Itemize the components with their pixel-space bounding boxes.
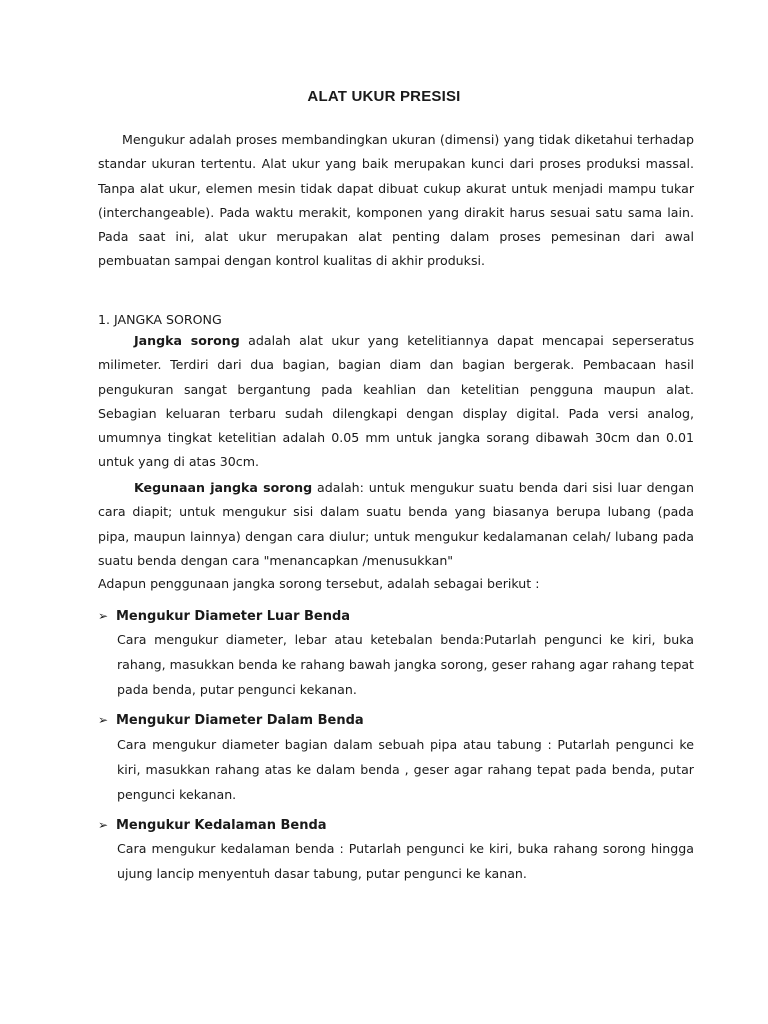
bullet-heading-diameter-luar: ➢ Mengukur Diameter Luar Benda xyxy=(98,606,350,627)
arrow-bullet-icon: ➢ xyxy=(98,818,109,832)
bullet-heading-kedalaman: ➢ Mengukur Kedalaman Benda xyxy=(98,815,327,836)
page-title: ALAT UKUR PRESISI xyxy=(307,88,461,105)
jangka-sorong-definition: adalah alat ukur yang ketelitiannya dapat mencapai seperseratus milimeter. Terdiri dari dua bagian, bagian diam dan bagian bergerak. Pembacaan hasil pengukuran sangat bergantung pada keahlian dan ketelitian pengguna maupun alat. Sebagian keluaran terbaru sudah dilengkapi dengan display digital. Pada versi analog, umumnya tingkat ketelitian adalah 0.05 mm untuk jangka sorang dibawah 30cm dan 0.01 untuk yang di atas 30cm. xyxy=(98,333,695,470)
jangka-sorong-paragraph xyxy=(98,329,694,475)
section-heading-jangka-sorong: 1. JANGKA SORONG xyxy=(98,312,222,327)
bullet-body-diameter-luar: Cara mengukur diameter, lebar atau ketebalan benda:Putarlah pengunci ke kiri, buka rahang, masukkan benda ke rahang bawah jangka sorong, geser rahang agar rahang tepat pada benda, putar pengunci kekanan. xyxy=(117,632,694,697)
usage-intro: Adapun penggunaan jangka sorong tersebut, adalah sebagai berikut : xyxy=(98,576,540,591)
bullet-body-diameter-dalam: Cara mengukur diameter bagian dalam sebuah pipa atau tabung : Putarlah pengunci ke kiri, masukkan rahang atas ke dalam benda , geser agar rahang tepat pada benda, putar pengunci kekanan. xyxy=(117,737,694,802)
term-kegunaan: Kegunaan jangka sorong xyxy=(134,480,313,495)
arrow-bullet-icon: ➢ xyxy=(98,609,109,623)
arrow-bullet-icon: ➢ xyxy=(98,713,109,727)
kegunaan-paragraph xyxy=(98,476,694,573)
kegunaan-text: adalah: untuk mengukur suatu benda dari sisi luar dengan cara diapit; untuk mengukur sisi dalam suatu benda yang biasanya berupa lubang (pada pipa, maupun lainnya) dengan cara diulur; untuk mengukur kedalamanan celah/ lubang pada suatu benda dengan cara "menancapkan /menusukkan" xyxy=(98,480,694,568)
bullet-heading-diameter-dalam: ➢ Mengukur Diameter Dalam Benda xyxy=(98,710,364,731)
term-jangka-sorong: Jangka sorong xyxy=(134,333,240,348)
bullet-body-kedalaman: Cara mengukur kedalaman benda : Putarlah pengunci ke kiri, buka rahang sorong hingga ujung lancip menyentuh dasar tabung, putar pengunci ke kanan. xyxy=(117,841,694,881)
intro-paragraph: Mengukur adalah proses membandingkan ukuran (dimensi) yang tidak diketahui terhadap standar ukuran tertentu. Alat ukur yang baik merupakan kunci dari proses produksi massal. Tanpa alat ukur, elemen mesin tidak dapat dibuat cukup akurat untuk menjadi mampu tukar (interchangeable). Pada waktu merakit, komponen yang dirakit harus sesuai satu sama lain. Pada saat ini, alat ukur merupakan alat penting dalam proses pemesinan dari awal pembuatan sampai dengan kontrol kualitas di akhir produksi. xyxy=(98,132,694,269)
